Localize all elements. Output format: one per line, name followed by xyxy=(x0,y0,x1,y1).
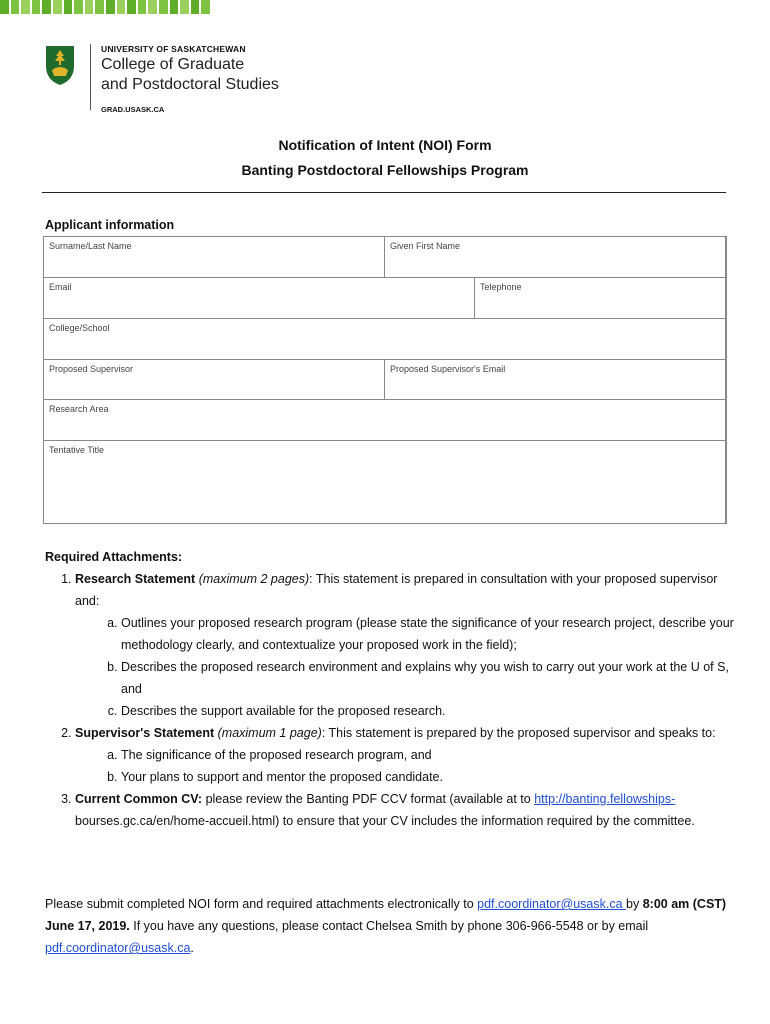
letterhead xyxy=(44,44,279,114)
attachments-heading: Required Attachments: xyxy=(45,550,183,564)
item3-text: please review the Banting PDF CCV format (available at to xyxy=(202,792,531,806)
letterhead-divider xyxy=(90,44,91,110)
university-name: UNIVERSITY OF SASKATCHEWAN xyxy=(101,44,246,54)
item2-note: (maximum 1 page) xyxy=(217,726,322,740)
research-area-label: Research Area xyxy=(49,404,109,414)
tentative-title-field[interactable] xyxy=(43,440,727,524)
submission-text4: . xyxy=(190,941,194,955)
item3-title: Current Common CV: xyxy=(75,792,203,806)
item1-text: : This statement is prepared in consultation with your proposed supervisor and: xyxy=(75,572,718,608)
item1-sublist xyxy=(75,612,735,722)
tentative-title-label: Tentative Title xyxy=(49,445,105,455)
attachments-list xyxy=(45,568,735,832)
coordinator-email-link[interactable]: pdf.coordinator@usask.ca xyxy=(477,897,627,911)
list-item: c. Describes the support available for the proposed research. xyxy=(121,700,735,722)
college-label: College/School xyxy=(49,323,110,333)
list-item: a. Outlines your proposed research program (please state the significance of your research project, describe your methodology clearly, and contextualize your proposed work in the field); xyxy=(121,612,735,656)
supervisor-email-field[interactable] xyxy=(384,359,727,400)
coordinator-email-link-2[interactable]: pdf.coordinator@usask.ca xyxy=(45,941,191,955)
item1-title: Research Statement xyxy=(75,572,196,586)
form-subtitle: Banting Postdoctoral Fellowships Program xyxy=(241,162,529,178)
list-item: b. Your plans to support and mentor the proposed candidate. xyxy=(121,766,735,788)
list-item xyxy=(75,568,735,722)
banting-link[interactable]: http://banting.fellowships- xyxy=(534,792,676,806)
item2-sublist xyxy=(75,744,735,788)
given-name-label: Given First Name xyxy=(390,241,461,251)
research-area-field[interactable] xyxy=(43,399,727,441)
submission-text3: If you have any questions, please contact Chelsea Smith by phone 306-966-5548 or by email xyxy=(129,919,649,933)
form-title: Notification of Intent (NOI) Form xyxy=(278,137,492,153)
item2-title: Supervisor's Statement xyxy=(75,726,215,740)
supervisor-field[interactable] xyxy=(43,359,385,400)
list-item: b. Describes the proposed research environment and explains why you wish to carry out your work at the U of S, and xyxy=(121,656,735,700)
item3-text2: bourses.gc.ca/en/home-accueil.html) to ensure that your CV includes the information required by the committee. xyxy=(75,814,695,828)
submission-text2: by xyxy=(626,897,643,911)
applicant-info-label: Applicant information xyxy=(45,218,175,232)
applicant-info-table xyxy=(43,236,726,524)
list-item xyxy=(75,722,735,788)
university-crest-icon xyxy=(44,44,76,86)
telephone-field[interactable] xyxy=(474,277,727,319)
item2-text: : This statement is prepared by the proposed supervisor and speaks to: xyxy=(321,726,716,740)
telephone-label: Telephone xyxy=(480,282,522,292)
deadline: 8:00 am (CST) June 17, 2019. xyxy=(45,897,727,933)
surname-label: Surname/Last Name xyxy=(49,241,132,251)
email-field[interactable] xyxy=(43,277,475,319)
supervisor-label: Proposed Supervisor xyxy=(49,364,134,374)
item1-note: (maximum 2 pages) xyxy=(198,572,310,586)
submission-paragraph xyxy=(45,893,735,959)
email-label: Email xyxy=(49,282,72,292)
attachments-section xyxy=(45,546,735,832)
college-field[interactable] xyxy=(43,318,727,360)
decorative-stripe-bar xyxy=(0,0,212,14)
supervisor-email-label: Proposed Supervisor's Email xyxy=(390,364,506,374)
submission-text1: Please submit completed NOI form and required attachments electronically to xyxy=(45,897,478,911)
surname-field[interactable] xyxy=(43,236,385,278)
website-label: GRAD.USASK.CA xyxy=(101,105,165,114)
given-name-field[interactable] xyxy=(384,236,727,278)
college-name-line2: and Postdoctoral Studies xyxy=(101,76,279,93)
list-item xyxy=(75,788,735,832)
title-rule xyxy=(42,192,726,193)
list-item: a. The significance of the proposed research program, and xyxy=(121,744,735,766)
college-name-line1: College of Graduate xyxy=(101,56,245,73)
